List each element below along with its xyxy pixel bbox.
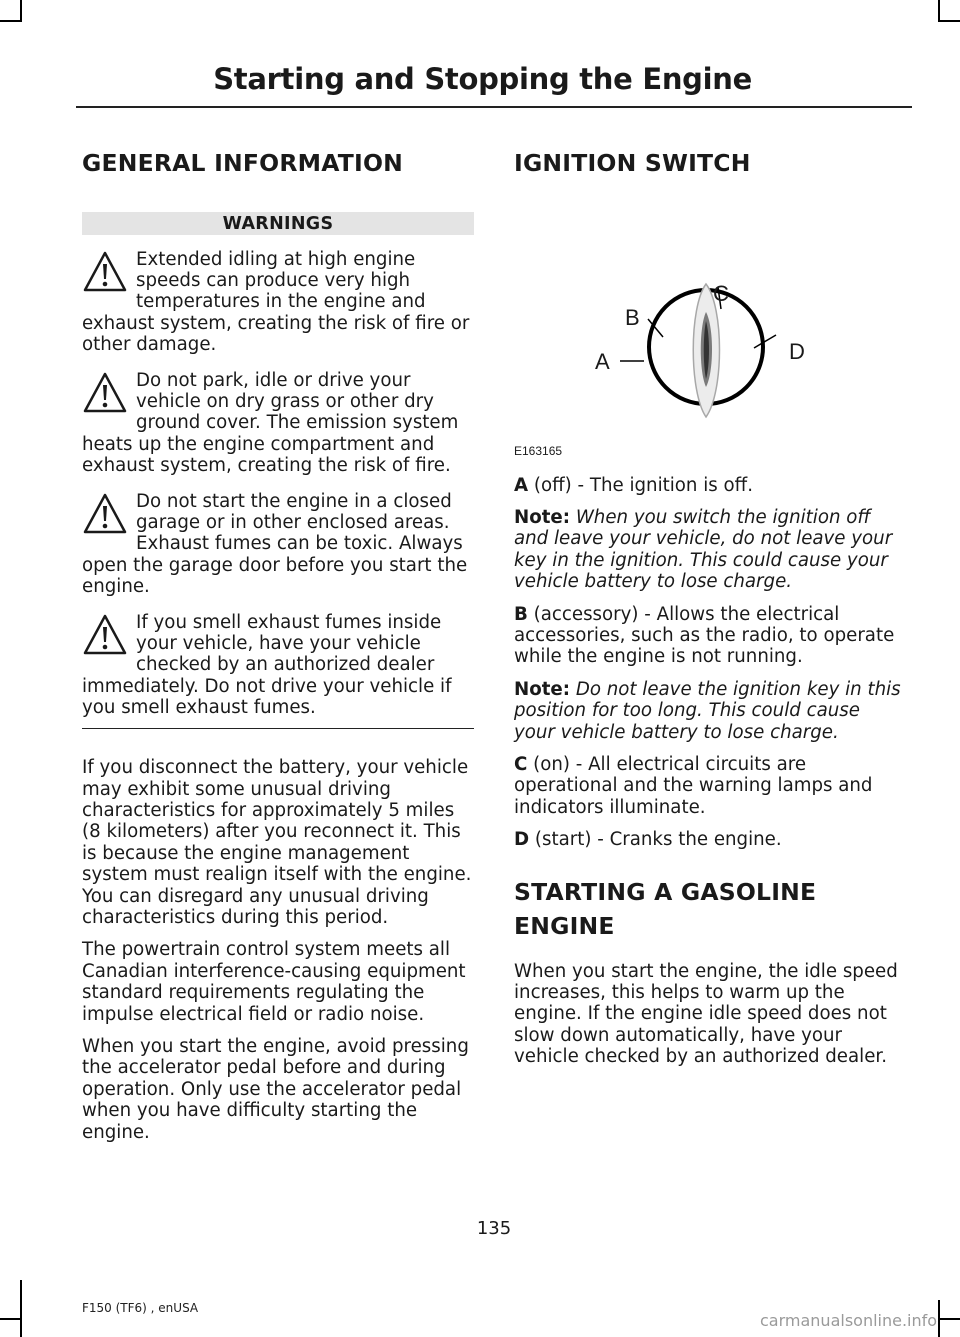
warning-triangle-icon — [82, 371, 128, 415]
warning-item — [82, 491, 474, 598]
crop-mark — [938, 0, 940, 22]
note: Note: Do not leave the ignition key in this position for too long. This could cause your vehicle battery to lose charge. — [514, 678, 901, 743]
warning-text: Extended idling at high engine speeds can produce very high temperatures in the engine and exhaust system, creating the risk of fire or other damage. — [82, 248, 470, 356]
ignition-switch-illustration — [514, 187, 906, 465]
crop-mark — [0, 20, 22, 22]
ignition-position-a: A (off) - The ignition is off. — [514, 474, 753, 496]
position-label-c: C — [713, 280, 729, 306]
right-column — [514, 140, 906, 1068]
warning-text: Do not park, idle or drive your vehicle on dry grass or other dry ground cover. The emission system heats up the engine compartment and exhaust system, creating the risk of fire. — [82, 369, 459, 477]
warning-text: If you smell exhaust fumes inside your vehicle, have your vehicle checked by an authorized dealer immediately. Do not drive your vehicle if you smell exhaust fumes. — [82, 611, 452, 719]
position-label-b: B — [625, 304, 640, 330]
section-heading-ignition-switch: IGNITION SWITCH — [514, 149, 751, 177]
crop-mark — [20, 0, 22, 22]
watermark: carmanualsonline.info — [760, 1311, 938, 1330]
paragraph: When you start the engine, the idle speed increases, this helps to warm up the engine. If the engine idle speed does not slow down automatically, have your vehicle checked by an authorized dealer. — [514, 960, 898, 1068]
paragraph: The powertrain control system meets all Canadian interference-causing equipment standard requirements regulating the impulse electrical field or radio noise. — [82, 939, 466, 1025]
warning-item — [82, 612, 474, 719]
ignition-switch-diagram — [514, 187, 906, 465]
figure-code: E163165 — [514, 443, 563, 458]
paragraph: If you disconnect the battery, your vehicle may exhibit some unusual driving characteristics for approximately 5 miles (8 kilometers) after you reconnect it. This is because the engine management system must realign itself with the engine. You can disregard any unusual driving characteristics during this period. — [82, 757, 472, 929]
ignition-position-b: B (accessory) - Allows the electrical accessories, such as the radio, to operate while the engine is not running. — [514, 603, 895, 668]
page-number: 135 — [476, 1218, 512, 1239]
paragraph: When you start the engine, avoid pressing the accelerator pedal before and during operation. Only use the accelerator pedal when you have difficulty starting the engine. — [82, 1036, 469, 1143]
crop-mark — [0, 1318, 22, 1320]
section-heading-general-information: GENERAL INFORMATION — [82, 149, 404, 177]
note: Note: When you switch the ignition off and leave your vehicle, do not leave your key in the ignition. This could cause your vehicle battery to lose charge. — [514, 506, 893, 593]
warnings-heading: WARNINGS — [82, 212, 474, 235]
warnings-end-divider — [82, 728, 474, 730]
ignition-position-d: D (start) - Cranks the engine. — [514, 829, 782, 851]
left-column — [82, 140, 474, 1143]
warning-triangle-icon — [82, 613, 128, 657]
crop-mark — [938, 1318, 960, 1320]
warning-triangle-icon — [82, 492, 128, 536]
warning-triangle-icon — [82, 250, 128, 294]
position-label-d: D — [789, 338, 805, 364]
warning-item — [82, 249, 474, 356]
crop-mark — [938, 20, 960, 22]
footer-model-code: F150 (TF6) , enUSA — [82, 1301, 199, 1315]
section-heading-starting-gasoline-engine: STARTING A GASOLINE ENGINE — [514, 877, 817, 940]
crop-mark — [20, 1280, 22, 1337]
page-header-title: Starting and Stopping the Engine — [213, 62, 752, 96]
warning-text: Do not start the engine in a closed garage or in other enclosed areas. Exhaust fumes can be toxic. Always open the garage door before you start the engine. — [82, 490, 468, 598]
ignition-position-c: C (on) - All electrical circuits are operational and the warning lamps and indicators illuminate. — [514, 754, 873, 818]
header-divider — [76, 106, 912, 108]
position-label-a: A — [595, 348, 610, 374]
warning-item — [82, 370, 474, 477]
